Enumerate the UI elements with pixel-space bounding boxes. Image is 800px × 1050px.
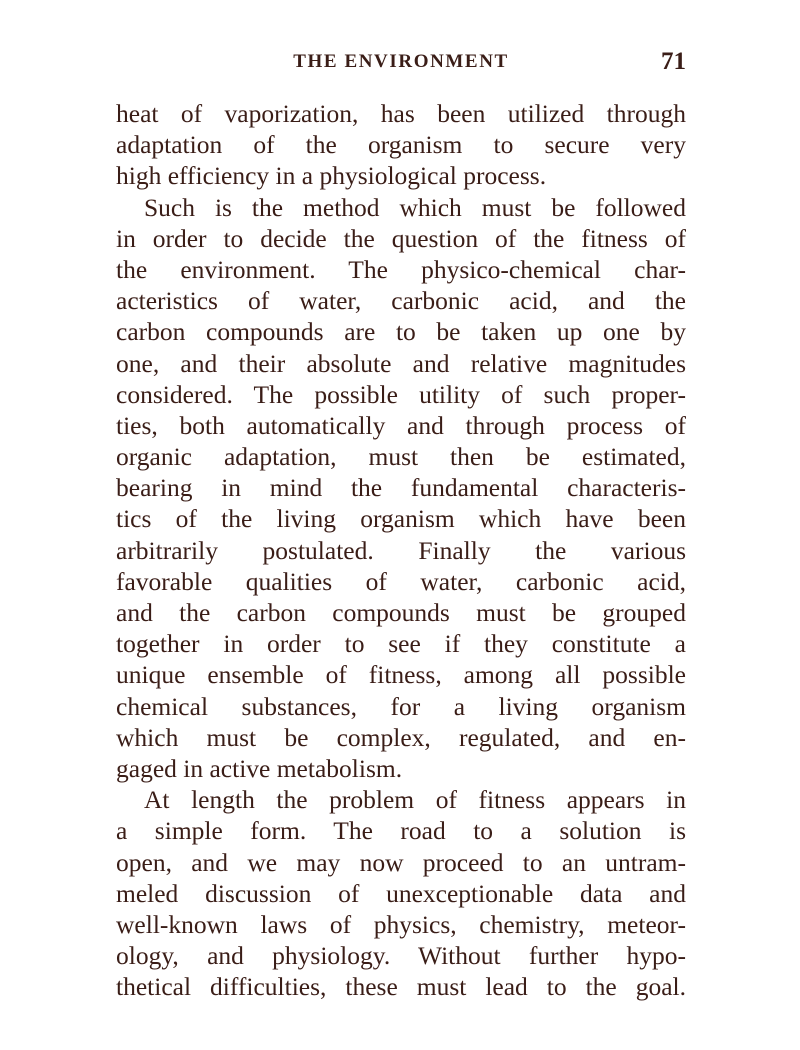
text-line: well-known laws of physics, chemistry, meteor- [116,909,686,939]
text-line: a simple form. The road to a solution is [116,816,686,846]
paragraph [116,192,686,785]
text-line: meled discussion of unexceptionable data and [116,878,686,908]
text-line: considered. The possible utility of such proper- [116,379,686,409]
text-line: together in order to see if they constitute a [116,629,686,659]
paragraph [116,784,686,1002]
text-line: favorable qualities of water, carbonic acid, [116,566,686,596]
text-line: ology, and physiology. Without further hypo- [116,941,686,971]
text-line: At length the problem of fitness appears in [144,785,686,815]
paragraph [116,98,686,192]
page-header [116,48,686,78]
text-line: in order to decide the question of the fitness of [116,223,686,253]
running-head: THE ENVIRONMENT [293,51,509,72]
text-line: unique ensemble of fitness, among all possible [116,660,686,690]
text-line: ties, both automatically and through process of [116,410,686,440]
text-line: acteristics of water, carbonic acid, and the [116,286,686,316]
text-line: which must be complex, regulated, and en- [116,722,686,752]
text-line: Such is the method which must be followed [144,192,686,222]
text-line: heat of vaporization, has been utilized through [116,99,686,128]
text-line: arbitrarily postulated. Finally the various [116,535,686,565]
body-text [116,98,686,1002]
text-line: thetical difficulties, these must lead to the goal. [116,972,686,1002]
text-line: adaptation of the organism to secure very [116,130,686,160]
text-line: high efficiency in a physiological process. [116,161,547,191]
text-line: organic adaptation, must then be estimated, [116,442,686,472]
text-line: and the carbon compounds must be grouped [116,598,686,627]
text-line: carbon compounds are to be taken up one by [116,317,686,347]
text-line: one, and their absolute and relative magnitudes [116,348,686,378]
page-number: 71 [661,48,686,75]
text-line: gaged in active metabolism. [116,753,403,783]
text-line: bearing in mind the fundamental characteris- [116,473,686,503]
text-line: chemical substances, for a living organism [116,691,686,721]
text-line: open, and we may now proceed to an untram- [116,847,686,877]
text-line: tics of the living organism which have been [116,504,686,534]
text-line: the environment. The physico-chemical char- [116,254,686,284]
